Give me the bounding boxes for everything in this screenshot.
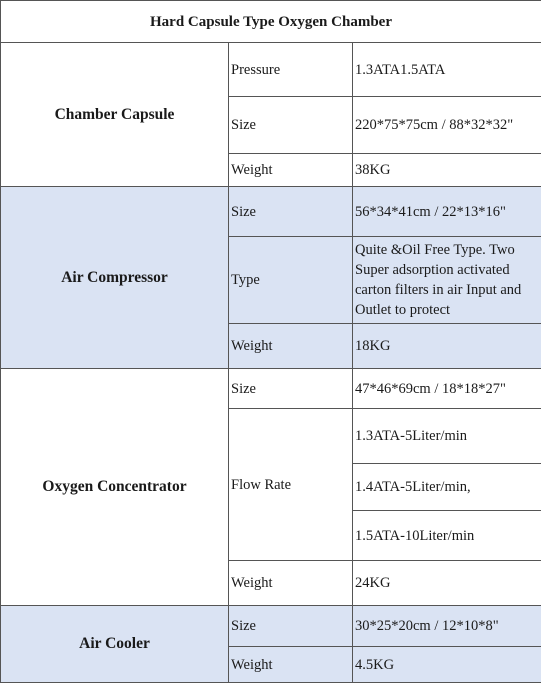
- cooler-size-label: Size: [229, 606, 353, 647]
- air-compressor-section: [1, 187, 541, 369]
- concentrator-weight-label: Weight: [229, 561, 353, 606]
- compressor-type-value: Quite &Oil Free Type. Two Super adsorption activated carton filters in air Input and Outlet to protect: [353, 237, 541, 324]
- cooler-size-value: 30*25*20cm / 12*10*8": [353, 606, 541, 647]
- compressor-size-label: Size: [229, 187, 353, 237]
- chamber-capsule-section: [1, 43, 541, 187]
- title-section: [1, 1, 541, 43]
- cooler-weight-label: Weight: [229, 647, 353, 683]
- compressor-type-label: Type: [229, 237, 353, 324]
- chamber-size-label: Size: [229, 97, 353, 154]
- concentrator-flow-value-3: 1.5ATA-10Liter/min: [353, 511, 541, 561]
- chamber-weight-value: 38KG: [353, 154, 541, 187]
- concentrator-flow-label: Flow Rate: [229, 409, 353, 561]
- concentrator-weight-value: 24KG: [353, 561, 541, 606]
- compressor-weight-value: 18KG: [353, 324, 541, 369]
- concentrator-size-label: Size: [229, 369, 353, 409]
- compressor-size-value: 56*34*41cm / 22*13*16": [353, 187, 541, 237]
- chamber-weight-label: Weight: [229, 154, 353, 187]
- air-cooler-section: [1, 606, 541, 683]
- chamber-capsule-label: Chamber Capsule: [1, 43, 229, 187]
- table-title: Hard Capsule Type Oxygen Chamber: [1, 1, 541, 43]
- air-cooler-label: Air Cooler: [1, 606, 229, 683]
- concentrator-flow-value-2: 1.4ATA-5Liter/min,: [353, 464, 541, 511]
- oxygen-concentrator-label: Oxygen Concentrator: [1, 369, 229, 606]
- concentrator-flow-value-1: 1.3ATA-5Liter/min: [353, 409, 541, 464]
- oxygen-concentrator-section: [1, 369, 541, 606]
- air-compressor-label: Air Compressor: [1, 187, 229, 369]
- cooler-weight-value: 4.5KG: [353, 647, 541, 683]
- compressor-weight-label: Weight: [229, 324, 353, 369]
- concentrator-size-value: 47*46*69cm / 18*18*27": [353, 369, 541, 409]
- chamber-size-value: 220*75*75cm / 88*32*32": [353, 97, 541, 154]
- chamber-pressure-value: 1.3ATA1.5ATA: [353, 43, 541, 97]
- chamber-pressure-label: Pressure: [229, 43, 353, 97]
